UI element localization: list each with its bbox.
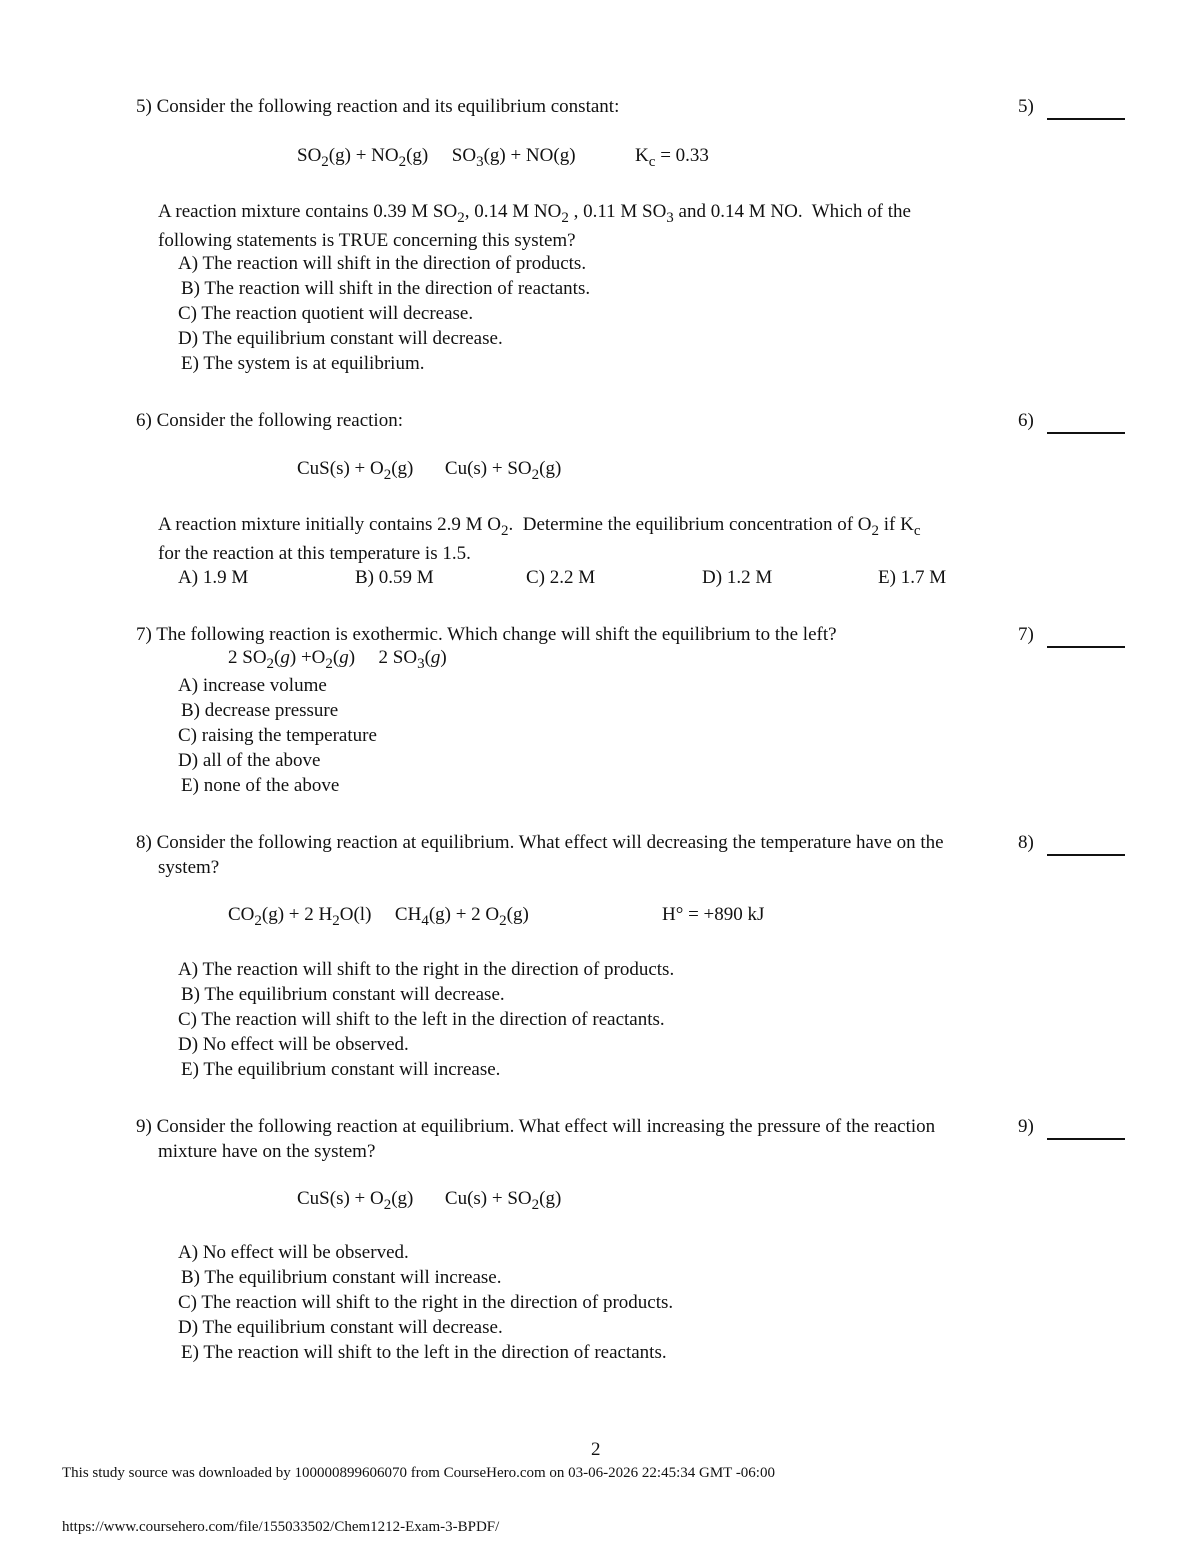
option-7a[interactable]: A) increase volume [178, 675, 327, 696]
option-5b[interactable]: B) The reaction will shift in the direction of reactants. [181, 278, 591, 299]
answer-blank-8[interactable] [1047, 854, 1125, 856]
answer-label-6: 6) [1018, 410, 1034, 431]
option-6d[interactable]: D) 1.2 M [702, 567, 773, 588]
question-number: 6) [136, 410, 152, 431]
question-7-prompt [136, 622, 837, 647]
answer-label-5: 5) [1018, 96, 1034, 117]
products: $CH_4(g) + 2$ $O_2(g)$ [394, 904, 529, 929]
question-5-body-line-2: following statements is TRUE concerning this system? [158, 230, 576, 251]
option-6a[interactable]: A) 1.9 M [178, 567, 249, 588]
reactants: $SO_2(g) + NO_2(g)$ [297, 145, 429, 170]
option-7c[interactable]: C) raising the temperature [178, 725, 377, 746]
option-8d[interactable]: D) No effect will be observed. [178, 1034, 409, 1055]
products: $Cu(s) + SO_2(g)$ [444, 458, 562, 483]
products: $SO_3(g) + NO(g)$ [451, 145, 576, 170]
option-9a[interactable]: A) No effect will be observed. [178, 1242, 409, 1263]
page-number: 2 [591, 1439, 601, 1460]
reaction-equation-9 [297, 1188, 562, 1213]
enthalpy-change: H° = +890 kJ [662, 904, 765, 925]
question-9-prompt-line-2: mixture have on the system? [158, 1141, 376, 1162]
reaction-equation-6 [297, 458, 562, 483]
question-number: 7) [136, 624, 152, 645]
question-text: Consider the following reaction at equilibrium. What effect will decreasing the temperature have on the [156, 832, 944, 853]
answer-label-8: 8) [1018, 832, 1034, 853]
answer-blank-9[interactable] [1047, 1138, 1125, 1140]
reaction-equation-7 [228, 647, 447, 672]
option-7b[interactable]: B) decrease pressure [181, 700, 339, 721]
question-6-body-line-1: A reaction mixture initially contains 2.9 M $O_2$. Determine the equilibrium concentration of $O_2$ if $K_c$ [158, 514, 921, 539]
option-9d[interactable]: D) The equilibrium constant will decrease. [178, 1317, 503, 1338]
option-8e[interactable]: E) The equilibrium constant will increase. [181, 1059, 501, 1080]
question-6-prompt [136, 408, 403, 433]
reactants: 2 $SO_2(g) +O_2(g)$ [228, 647, 356, 672]
answer-blank-5[interactable] [1047, 118, 1125, 120]
download-notice: This study source was downloaded by 100000899606070 from CourseHero.com on 03-06-2026 22:45:34 GMT -06:00 [62, 1465, 775, 1481]
question-5-body-line-1: A reaction mixture contains 0.39 M $SO_2$, 0.14 M $NO_2$ , 0.11 M $SO_3$ and 0.14 M NO. Which of the [158, 201, 911, 226]
option-8c[interactable]: C) The reaction will shift to the left in the direction of reactants. [178, 1009, 665, 1030]
option-5d[interactable]: D) The equilibrium constant will decrease. [178, 328, 503, 349]
question-number: 5) [136, 96, 152, 117]
reactants: $CuS(s) + O_2(g)$ [297, 458, 414, 483]
reaction-equation-8 [228, 904, 529, 929]
question-text: Consider the following reaction and its equilibrium constant: [156, 96, 620, 117]
option-6b[interactable]: B) 0.59 M [355, 567, 434, 588]
question-number: 8) [136, 832, 152, 853]
option-7d[interactable]: D) all of the above [178, 750, 321, 771]
equilibrium-constant: $K_c = 0.33$ [635, 145, 709, 170]
option-9c[interactable]: C) The reaction will shift to the right in the direction of products. [178, 1292, 674, 1313]
question-9-prompt-line-1 [136, 1114, 935, 1139]
question-8-prompt-line-2: system? [158, 857, 220, 878]
option-5e[interactable]: E) The system is at equilibrium. [181, 353, 425, 374]
option-7e[interactable]: E) none of the above [181, 775, 340, 796]
question-text: The following reaction is exothermic. Which change will shift the equilibrium to the left? [156, 624, 837, 645]
reaction-equation-5 [297, 145, 709, 170]
question-text: Consider the following reaction: [156, 410, 403, 431]
question-text: Consider the following reaction at equilibrium. What effect will increasing the pressure of the reaction [156, 1116, 936, 1137]
option-5c[interactable]: C) The reaction quotient will decrease. [178, 303, 474, 324]
question-5-prompt [136, 94, 619, 119]
question-8-prompt-line-1 [136, 830, 944, 855]
option-9b[interactable]: B) The equilibrium constant will increase. [181, 1267, 502, 1288]
option-8a[interactable]: A) The reaction will shift to the right in the direction of products. [178, 959, 675, 980]
products: 2 $SO_3(g)$ [378, 647, 447, 672]
products: $Cu(s) + SO_2(g)$ [444, 1188, 562, 1213]
question-number: 9) [136, 1116, 152, 1137]
option-6c[interactable]: C) 2.2 M [526, 567, 596, 588]
reactants: $CO_2(g) + 2$ $H_2O(l)$ [228, 904, 372, 929]
source-url[interactable]: https://www.coursehero.com/file/155033502/Chem1212-Exam-3-BPDF/ [62, 1519, 500, 1535]
answer-blank-7[interactable] [1047, 646, 1125, 648]
option-5a[interactable]: A) The reaction will shift in the direction of products. [178, 253, 587, 274]
option-9e[interactable]: E) The reaction will shift to the left in the direction of reactants. [181, 1342, 667, 1363]
reactants: $CuS(s) + O_2(g)$ [297, 1188, 414, 1213]
answer-label-7: 7) [1018, 624, 1034, 645]
answer-label-9: 9) [1018, 1116, 1034, 1137]
answer-blank-6[interactable] [1047, 432, 1125, 434]
question-6-body-line-2: for the reaction at this temperature is 1.5. [158, 543, 471, 564]
option-6e[interactable]: E) 1.7 M [878, 567, 947, 588]
option-8b[interactable]: B) The equilibrium constant will decrease. [181, 984, 505, 1005]
